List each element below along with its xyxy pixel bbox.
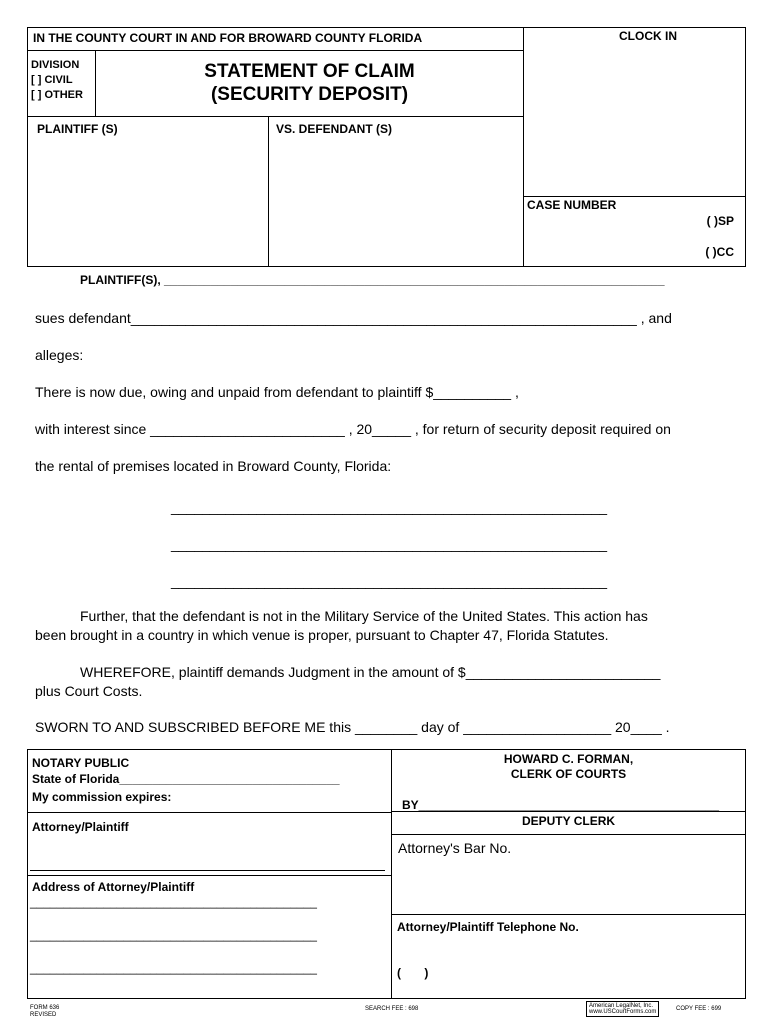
defendants-field[interactable] <box>272 140 520 262</box>
form-title-line1: STATEMENT OF CLAIM <box>204 61 415 82</box>
division-other-checkbox[interactable]: [ ] OTHER <box>31 89 83 101</box>
clerk-block <box>392 752 745 782</box>
deputy-clerk-label: DEPUTY CLERK <box>521 814 616 828</box>
wherefore-line-1[interactable]: WHEREFORE, plaintiff demands Judgment in the amount of $_________________________ <box>80 664 661 680</box>
header-vertical-divider <box>523 27 524 267</box>
address-attorney-label: Address of Attorney/Plaintiff <box>32 880 195 894</box>
sworn-line[interactable]: SWORN TO AND SUBSCRIBED BEFORE ME this ________ day of ___________________ 20____ . <box>35 719 670 735</box>
attorney-plaintiff-signature-line[interactable] <box>30 870 385 871</box>
clerk-title: CLERK OF COURTS <box>510 767 627 781</box>
header-bottom-line <box>27 266 746 267</box>
header-court-underline <box>27 50 524 51</box>
premises-address-line-1[interactable]: ________________________________________________________ <box>171 499 608 515</box>
clock-in-label: CLOCK IN <box>619 29 677 43</box>
case-sp-checkbox[interactable]: ( )SP <box>706 214 734 228</box>
form-number-block <box>30 1005 59 1019</box>
clerk-name: HOWARD C. FORMAN, <box>503 752 634 766</box>
attorney-bar-no-label: Attorney's Bar No. <box>398 840 512 856</box>
border-left <box>27 27 28 267</box>
footer-right-border <box>745 749 746 999</box>
footer-left-border <box>27 749 28 999</box>
military-service-paragraph <box>35 607 648 645</box>
form-number: FORM 636 <box>30 1005 60 1011</box>
interest-line[interactable]: with interest since _________________________ , 20_____ , for return of security deposit required on <box>35 421 671 437</box>
amount-due-line[interactable]: There is now due, owing and unpaid from defendant to plaintiff $__________ , <box>35 384 519 400</box>
plaintiffs-field[interactable] <box>30 140 264 262</box>
address-attorney-line-2[interactable]: ___________________________________________ <box>30 928 317 942</box>
footer-center-divider <box>391 749 392 999</box>
case-number-label: CASE NUMBER <box>527 198 617 212</box>
division-civil-checkbox[interactable]: [ ] CIVIL <box>31 74 73 86</box>
defendants-label: VS. DEFENDANT (S) <box>276 122 393 136</box>
form-title <box>96 60 523 106</box>
rental-premises-line: the rental of premises located in Broward County, Florida: <box>35 458 392 474</box>
commission-expires-label: My commission expires: <box>32 790 172 804</box>
party-divider <box>268 116 269 267</box>
border-top <box>27 27 746 28</box>
division-label: DIVISION <box>31 59 80 71</box>
legalnet-line-2: www.USCourtForms.com <box>589 1009 657 1015</box>
legalnet-box <box>586 1001 659 1017</box>
deputy-clerk-bottom-line <box>391 834 746 835</box>
attorney-bottom-line <box>27 875 392 876</box>
clock-in-field[interactable] <box>527 50 741 192</box>
division-block <box>31 58 83 103</box>
case-number-top <box>523 196 746 197</box>
premises-address-line-3[interactable]: ________________________________________________________ <box>171 573 608 589</box>
telephone-field[interactable]: ( ) <box>397 966 429 980</box>
attorney-bar-no-field[interactable] <box>395 860 741 910</box>
wherefore-paragraph <box>35 663 660 701</box>
notary-block <box>32 755 340 805</box>
telephone-label: Attorney/Plaintiff Telephone No. <box>397 920 579 934</box>
footer-top-line <box>27 749 746 750</box>
military-line-2: been brought in a country in which venue is proper, pursuant to Chapter 47, Florida Statutes. <box>35 627 609 643</box>
plaintiffs-label: PLAINTIFF (S) <box>37 122 118 136</box>
court-heading: IN THE COUNTY COURT IN AND FOR BROWARD COUNTY FLORIDA <box>33 31 423 45</box>
by-signature-line[interactable]: BY_____________________________________________ <box>402 798 719 812</box>
border-right <box>745 27 746 267</box>
premises-address-line-2[interactable]: ________________________________________________________ <box>171 536 608 552</box>
sues-defendant-line[interactable]: sues defendant_________________________________________________________________ , and <box>35 310 672 326</box>
alleges-text: alleges: <box>35 347 84 363</box>
notary-public-label: NOTARY PUBLIC <box>32 756 130 770</box>
military-line-1: Further, that the defendant is not in the Military Service of the United States. This action has <box>80 608 648 624</box>
form-title-line2: (SECURITY DEPOSIT) <box>210 84 409 105</box>
legalnet-line-1: American LegalNet, Inc. <box>589 1003 654 1009</box>
notary-bottom-line <box>27 812 392 813</box>
attorney-plaintiff-label: Attorney/Plaintiff <box>32 820 129 834</box>
copy-fee: COPY FEE : 699 <box>676 1006 722 1012</box>
case-cc-checkbox[interactable]: ( )CC <box>705 245 734 259</box>
search-fee: SEARCH FEE : 698 <box>365 1006 419 1012</box>
plaintiffs-line[interactable]: PLAINTIFF(S), ___________________________________________________________________________ <box>80 273 665 287</box>
footer-bottom-line <box>27 998 746 999</box>
address-attorney-line-1[interactable]: ___________________________________________ <box>30 895 317 909</box>
title-row-bottom <box>27 116 524 117</box>
state-of-florida-line[interactable]: State of Florida_________________________________ <box>32 772 340 786</box>
address-attorney-line-3[interactable]: ___________________________________________ <box>30 961 317 975</box>
telephone-top-line <box>391 914 746 915</box>
form-revised: REVISED <box>30 1012 57 1018</box>
wherefore-line-2: plus Court Costs. <box>35 683 143 699</box>
